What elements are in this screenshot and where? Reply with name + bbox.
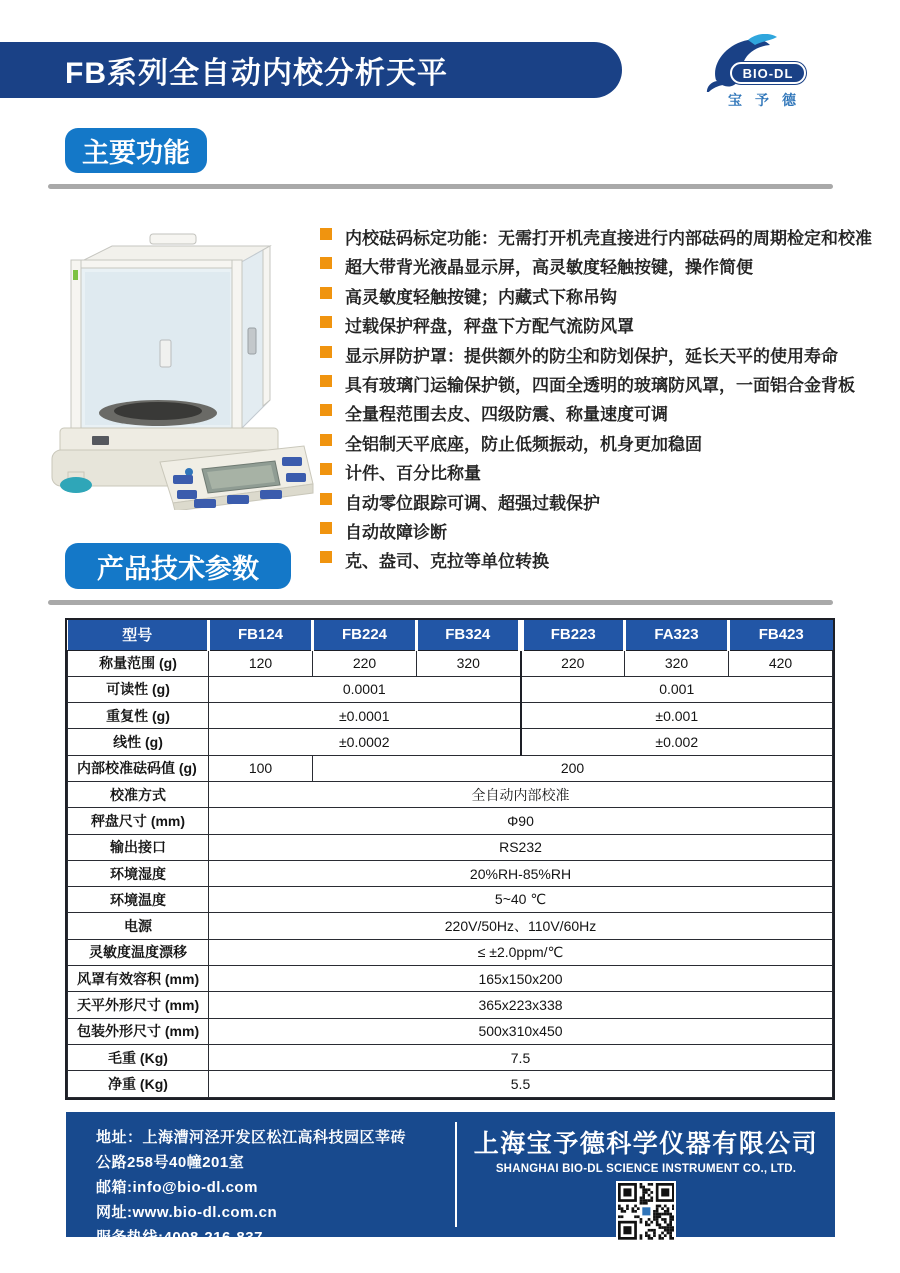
table-row — [68, 992, 833, 1018]
spec-value-cell: 120 — [209, 650, 313, 676]
feature-item — [318, 547, 888, 570]
spec-row-label: 输出接口 — [68, 834, 209, 860]
brand-logo — [700, 34, 830, 110]
footer-address-line: 网址:www.bio-dl.com.cn — [96, 1204, 278, 1221]
spec-value-cell: 220V/50Hz、110V/60Hz — [209, 913, 833, 939]
bullet-square-icon — [320, 316, 332, 328]
table-row — [68, 755, 833, 781]
spec-value-cell: 365x223x338 — [209, 992, 833, 1018]
model-col-header: FB423 — [729, 620, 833, 650]
model-col-header: FB224 — [313, 620, 417, 650]
feature-text: 自动故障诊断 — [345, 522, 447, 542]
table-row — [68, 781, 833, 807]
spec-row-label: 重复性 (g) — [68, 703, 209, 729]
qr-code — [616, 1181, 677, 1242]
feature-text: 自动零位跟踪可调、超强过载保护 — [345, 493, 600, 513]
spec-row-label: 校准方式 — [68, 781, 209, 807]
spec-value-cell: ±0.002 — [521, 729, 833, 755]
spec-row-label: 风罩有效容积 (mm) — [68, 966, 209, 992]
specs-section-title: 产品技术参数 — [65, 543, 291, 589]
feature-item — [318, 283, 888, 306]
spec-value-cell: 全自动内部校准 — [209, 781, 833, 807]
footer-address-line: 服务热线:4008-216-837 — [96, 1229, 263, 1246]
spec-value-cell: 165x150x200 — [209, 966, 833, 992]
table-row — [68, 966, 833, 992]
company-name-en: SHANGHAI BIO-DL SCIENCE INSTRUMENT CO., LTD. — [495, 1163, 797, 1175]
model-col-header: FB223 — [521, 620, 625, 650]
bullet-square-icon — [320, 257, 332, 269]
bullet-square-icon — [320, 375, 332, 387]
brand-chinese-name: 宝予德 — [728, 92, 809, 108]
spec-row-label: 可读性 (g) — [68, 676, 209, 702]
bullet-square-icon — [320, 463, 332, 475]
feature-text: 显示屏防护罩：提供额外的防尘和防划保护，延长天平的使用寿命 — [345, 346, 838, 366]
feature-text: 高灵敏度轻触按键；内藏式下称吊钩 — [345, 287, 617, 307]
footer-address — [96, 1125, 406, 1250]
spec-value-cell: 220 — [313, 650, 417, 676]
feature-item — [318, 489, 888, 512]
spec-value-cell: Φ90 — [209, 808, 833, 834]
spec-value-cell: 0.0001 — [209, 676, 521, 702]
feature-text: 全量程范围去皮、四级防震、称量速度可调 — [345, 405, 668, 425]
spec-row-label: 秤盘尺寸 (mm) — [68, 808, 209, 834]
feature-text: 具有玻璃门运输保护锁，四面全透明的玻璃防风罩，一面铝合金背板 — [345, 375, 855, 395]
footer-address-line: 公路258号40幢201室 — [96, 1154, 245, 1171]
feature-text: 过载保护秤盘，秤盘下方配气流防风罩 — [345, 317, 634, 337]
table-row — [68, 703, 833, 729]
feature-item — [318, 430, 888, 453]
brand-wordmark: BIO-DL — [730, 62, 806, 84]
table-row — [68, 729, 833, 755]
table-row — [68, 808, 833, 834]
table-row — [68, 887, 833, 913]
spec-row-label: 包装外形尺寸 (mm) — [68, 1018, 209, 1044]
table-row — [68, 939, 833, 965]
feature-text: 超大带背光液晶显示屏，高灵敏度轻触按键，操作简便 — [345, 258, 753, 278]
page-title: FB系列全自动内校分析天平 — [65, 57, 448, 90]
feature-text: 内校砝码标定功能：无需打开机壳直接进行内部砝码的周期检定和校准 — [345, 229, 872, 248]
footer-address-line: 地址：上海漕河泾开发区松江高科技园区莘砖 — [96, 1129, 407, 1146]
spec-table-head — [68, 620, 833, 650]
bullet-square-icon — [320, 493, 332, 505]
spec-value-cell: ±0.0002 — [209, 729, 521, 755]
product-photo-balance — [42, 222, 317, 510]
divider-line — [48, 600, 833, 605]
feature-text: 克、盎司、克拉等单位转换 — [345, 552, 549, 572]
feature-item — [318, 459, 888, 482]
spec-row-label: 毛重 (Kg) — [68, 1044, 209, 1070]
qr-code-image — [618, 1183, 675, 1240]
spec-table — [67, 620, 833, 1098]
table-row — [68, 913, 833, 939]
spec-row-label: 称量范围 (g) — [68, 650, 209, 676]
bullet-square-icon — [320, 404, 332, 416]
spec-row-label: 环境温度 — [68, 887, 209, 913]
features-list — [318, 224, 888, 577]
spec-table-wrap — [65, 618, 835, 1100]
feature-item — [318, 224, 888, 247]
feature-text: 全铝制天平底座，防止低频振动，机身更加稳固 — [345, 434, 702, 454]
feature-item — [318, 342, 888, 365]
footer-address-line: 邮箱:info@bio-dl.com — [96, 1179, 258, 1196]
spec-value-cell: 320 — [625, 650, 729, 676]
model-col-header: FA323 — [625, 620, 729, 650]
feature-item — [318, 253, 888, 276]
spec-col-header: 型号 — [68, 620, 209, 650]
feature-item — [318, 400, 888, 423]
table-row — [68, 676, 833, 702]
table-row — [68, 1018, 833, 1044]
table-row — [68, 1071, 833, 1097]
company-name-cn: 上海宝予德科学仪器有限公司 — [473, 1130, 819, 1158]
spec-value-cell: 500x310x450 — [209, 1018, 833, 1044]
bullet-square-icon — [320, 228, 332, 240]
spec-row-label: 灵敏度温度漂移 — [68, 939, 209, 965]
table-row — [68, 1044, 833, 1070]
spec-value-cell: 100 — [209, 755, 313, 781]
bullet-square-icon — [320, 522, 332, 534]
spec-value-cell: 5~40 ℃ — [209, 887, 833, 913]
spec-value-cell: 7.5 — [209, 1044, 833, 1070]
spec-value-cell: 220 — [521, 650, 625, 676]
spec-value-cell: 200 — [313, 755, 833, 781]
spec-value-cell: 5.5 — [209, 1071, 833, 1097]
spec-value-cell: 0.001 — [521, 676, 833, 702]
bullet-square-icon — [320, 434, 332, 446]
features-section-title: 主要功能 — [65, 128, 207, 173]
feature-item — [318, 312, 888, 335]
spec-row-label: 环境湿度 — [68, 860, 209, 886]
spec-row-label: 线性 (g) — [68, 729, 209, 755]
spec-value-cell: 420 — [729, 650, 833, 676]
spec-value-cell: ±0.0001 — [209, 703, 521, 729]
feature-item — [318, 518, 888, 541]
spec-value-cell: 320 — [417, 650, 521, 676]
footer-company-block — [457, 1124, 835, 1245]
bullet-square-icon — [320, 287, 332, 299]
feature-text: 计件、百分比称量 — [345, 464, 481, 484]
table-row — [68, 834, 833, 860]
spec-row-label: 电源 — [68, 913, 209, 939]
spec-value-cell: ≤ ±2.0ppm/℃ — [209, 939, 833, 965]
spec-value-cell: ±0.001 — [521, 703, 833, 729]
table-row — [68, 860, 833, 886]
spec-table-body — [68, 650, 833, 1097]
balance-illustration — [42, 222, 317, 510]
bullet-square-icon — [320, 551, 332, 563]
model-col-header: FB324 — [417, 620, 521, 650]
footer — [66, 1112, 835, 1246]
spec-value-cell: RS232 — [209, 834, 833, 860]
model-col-header: FB124 — [209, 620, 313, 650]
spec-value-cell: 20%RH-85%RH — [209, 860, 833, 886]
spec-row-label: 内部校准砝码值 (g) — [68, 755, 209, 781]
divider-line — [48, 184, 833, 189]
header-banner — [0, 42, 622, 98]
table-row — [68, 650, 833, 676]
feature-item — [318, 371, 888, 394]
spec-row-label: 天平外形尺寸 (mm) — [68, 992, 209, 1018]
bullet-square-icon — [320, 346, 332, 358]
spec-row-label: 净重 (Kg) — [68, 1071, 209, 1097]
